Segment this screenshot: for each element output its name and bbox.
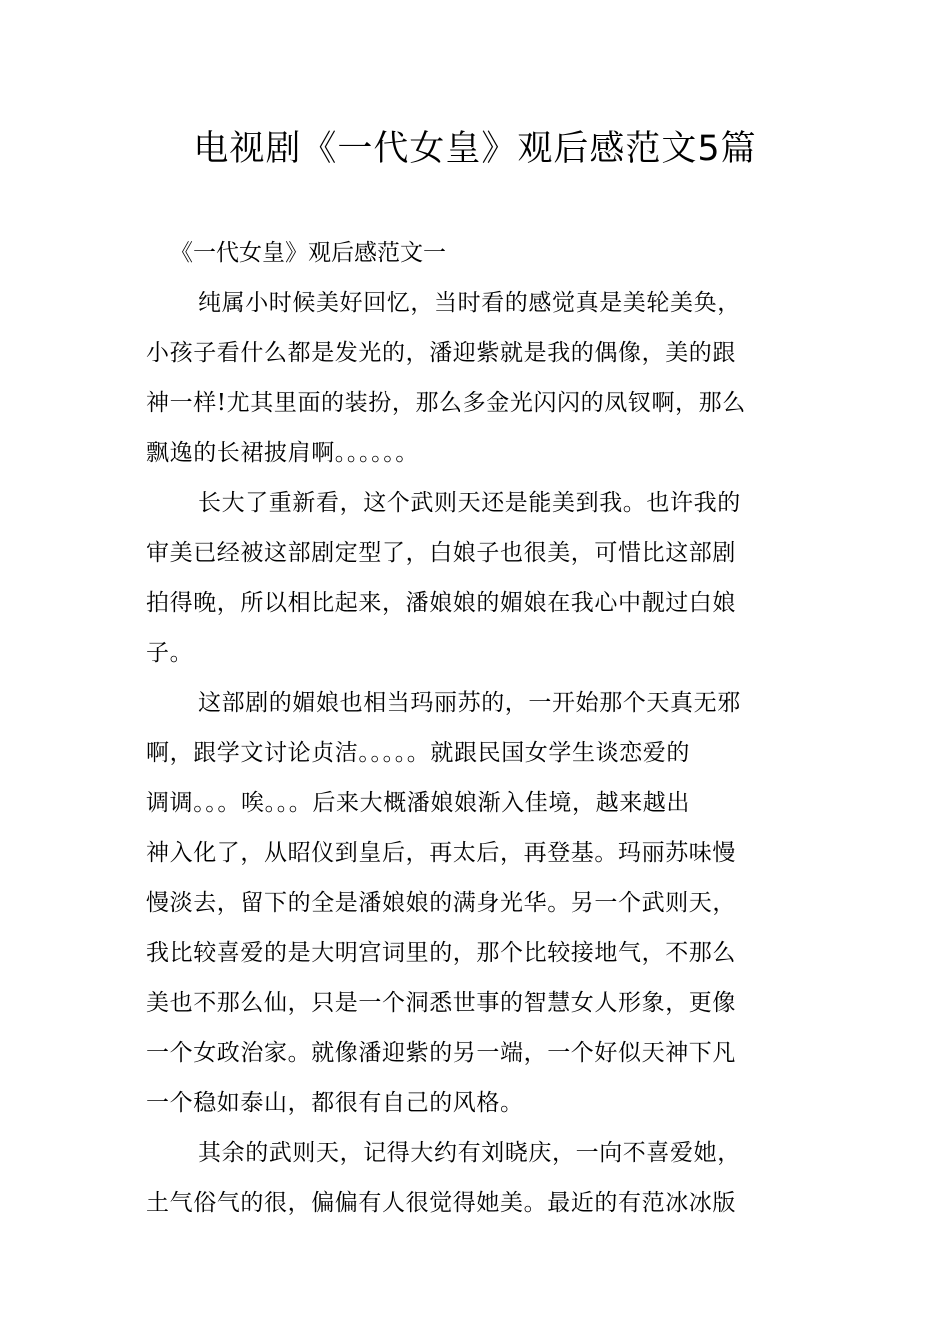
text-line: 长大了重新看，这个武则天还是能美到我。也许我的 [198,490,741,516]
paragraph-4 [146,1128,806,1228]
text-line: 慢淡去，留下的全是潘娘娘的满身光华。另一个武则天， [146,890,736,916]
text-line: 小孩子看什么都是发光的，潘迎紫就是我的偶像，美的跟 [146,340,736,366]
text-line: 美也不那么仙，只是一个洞悉世事的智慧女人形象，更像 [146,990,736,1016]
text-line: 一个稳如泰山，都很有自己的风格。 [146,1090,524,1116]
section-heading: 《一代女皇》观后感范文一 [170,240,446,266]
text-line: 子。 [146,640,194,666]
text-line: 我比较喜爱的是大明宫词里的，那个比较接地气，不那么 [146,940,736,966]
page-title: 电视剧《一代女皇》观后感范文5篇 [193,129,757,169]
text-line: 审美已经被这部剧定型了，白娘子也很美，可惜比这部剧 [146,540,736,566]
text-line: 拍得晚，所以相比起来，潘娘娘的媚娘在我心中靓过白娘 [146,590,736,616]
text-line: 飘逸的长裙披肩啊。。。。。。 [146,440,419,466]
text-line: 纯属小时候美好回忆，当时看的感觉真是美轮美奂， [198,290,741,316]
text-line: 土气俗气的很，偏偏有人很觉得她美。最近的有范冰冰版 [146,1190,736,1216]
text-line: 调调。。。唉。。。后来大概潘娘娘渐入佳境，越来越出 [146,790,690,816]
text-line: 啊，跟学文讨论贞洁。。。。。就跟民国女学生谈恋爱的 [146,740,690,766]
text-line: 这部剧的媚娘也相当玛丽苏的，一开始那个天真无邪 [198,690,741,716]
paragraph-2 [146,478,806,678]
text-line: 其余的武则天，记得大约有刘晓庆，一向不喜爱她， [198,1140,741,1166]
document-body [146,228,806,1228]
paragraph-1 [146,278,806,478]
paragraph-3 [146,678,806,1128]
text-line: 神一样!尤其里面的装扮，那么多金光闪闪的凤钗啊，那么 [146,390,746,416]
text-line: 神入化了，从昭仪到皇后，再太后，再登基。玛丽苏味慢 [146,840,736,866]
text-line: 一个女政治家。就像潘迎紫的另一端，一个好似天神下凡 [146,1040,736,1066]
